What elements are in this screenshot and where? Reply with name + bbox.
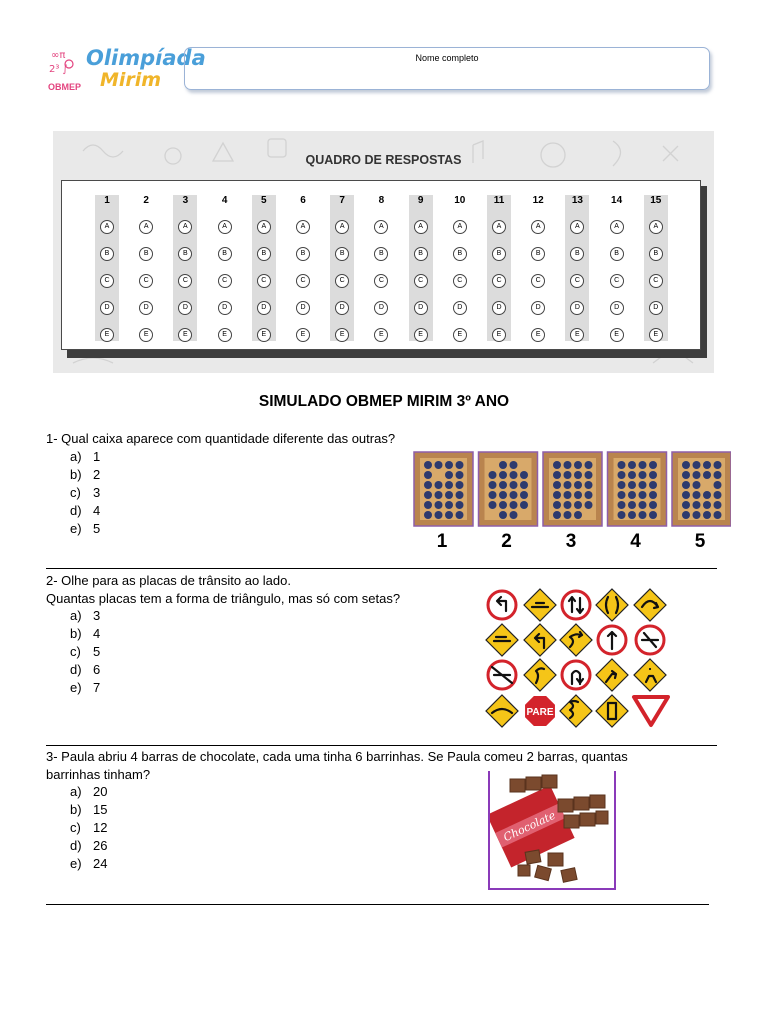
traffic-signs-image (484, 585, 674, 731)
answer-question-number: 9 (417, 195, 424, 206)
option-letter: d) (70, 838, 82, 853)
q1-option-e[interactable] (70, 520, 100, 538)
answer-column-2 (134, 195, 158, 341)
dot-box-5 (672, 452, 731, 552)
answer-bubble-6-d[interactable]: D (296, 301, 310, 315)
answer-bubble-13-d[interactable]: D (570, 301, 584, 315)
answer-bubble-3-e[interactable]: E (178, 328, 192, 342)
option-value: 2 (93, 467, 101, 482)
document-title: SIMULADO OBMEP MIRIM 3º ANO (258, 393, 510, 410)
answer-question-number: 12 (532, 195, 544, 206)
answer-bubble-4-c[interactable]: C (218, 274, 232, 288)
dot-box-3 (543, 452, 602, 552)
question-3-text-line1: 3- Paula abriu 4 barras de chocolate, cada uma tinha 6 barrinhas. Se Paula comeu 2 barras, quantas (46, 749, 628, 764)
answer-question-number: 14 (611, 195, 623, 206)
answer-bubble-5-e[interactable]: E (257, 328, 271, 342)
option-letter: d) (70, 662, 82, 677)
wrapper-text: Chocolate (501, 808, 558, 845)
option-value: 6 (93, 662, 101, 677)
option-letter: e) (70, 521, 82, 536)
option-letter: b) (70, 626, 82, 641)
logo-subtitle: Mirim (100, 69, 162, 91)
answer-bubble-2-a[interactable]: A (139, 220, 153, 234)
answer-bubble-12-b[interactable]: B (531, 247, 545, 261)
answer-bubble-14-c[interactable]: C (610, 274, 624, 288)
option-letter: c) (70, 644, 81, 659)
option-value: 4 (93, 626, 101, 641)
answer-bubble-9-e[interactable]: E (414, 328, 428, 342)
dot-box-4 (608, 452, 667, 552)
answer-bubble-14-d[interactable]: D (610, 301, 624, 315)
answer-bubble-7-d[interactable]: D (335, 301, 349, 315)
traffic-sign-14-icon (596, 659, 628, 691)
answer-column-15 (644, 195, 668, 341)
answer-question-number: 11 (493, 195, 505, 206)
svg-text:1: 1 (436, 531, 448, 552)
olimpiada-mirim-logo (46, 44, 206, 100)
answer-bubble-14-e[interactable]: E (610, 328, 624, 342)
answer-column-1 (95, 195, 119, 341)
answer-bubble-5-a[interactable]: A (257, 220, 271, 234)
panel-title: QUADRO DE RESPOSTAS (305, 153, 462, 167)
answer-bubble-1-d[interactable]: D (100, 301, 114, 315)
answer-bubble-5-b[interactable]: B (257, 247, 271, 261)
answer-bubble-3-c[interactable]: C (178, 274, 192, 288)
option-letter: c) (70, 820, 81, 835)
option-value: 1 (93, 449, 101, 464)
option-letter: a) (70, 784, 82, 799)
answer-column-8 (369, 195, 393, 341)
q3-option-b[interactable] (70, 801, 107, 819)
answer-question-number: 13 (571, 195, 583, 206)
answer-column-9 (409, 195, 433, 341)
option-letter: d) (70, 503, 82, 518)
answer-bubble-10-b[interactable]: B (453, 247, 467, 261)
answer-bubble-7-a[interactable]: A (335, 220, 349, 234)
answer-question-number: 15 (650, 195, 662, 206)
answer-bubble-5-d[interactable]: D (257, 301, 271, 315)
answer-bubble-1-c[interactable]: C (100, 274, 114, 288)
svg-text:2: 2 (501, 531, 512, 552)
chocolate-image (490, 771, 614, 888)
answer-bubble-13-e[interactable]: E (570, 328, 584, 342)
answer-bubble-8-b[interactable]: B (374, 247, 388, 261)
answer-bubble-10-d[interactable]: D (453, 301, 467, 315)
traffic-sign-18-icon (596, 695, 628, 727)
answer-bubble-9-c[interactable]: C (414, 274, 428, 288)
answer-panel (53, 131, 714, 373)
traffic-sign-4-icon (596, 589, 628, 621)
answer-bubble-1-b[interactable]: B (100, 247, 114, 261)
answer-bubble-1-a[interactable]: A (100, 220, 114, 234)
option-letter: b) (70, 802, 82, 817)
traffic-sign-13-icon (562, 661, 590, 689)
answer-question-number: 8 (378, 195, 385, 206)
answer-bubble-15-b[interactable]: B (649, 247, 663, 261)
answer-bubble-13-a[interactable]: A (570, 220, 584, 234)
answer-column-3 (173, 195, 197, 341)
answer-question-number: 1 (104, 195, 110, 206)
option-value: 5 (93, 521, 101, 536)
answer-bubble-2-e[interactable]: E (139, 328, 153, 342)
answer-bubble-11-e[interactable]: E (492, 328, 506, 342)
answer-column-10 (448, 195, 472, 341)
option-value: 3 (93, 608, 101, 623)
logo-title: Olimpíada (86, 46, 206, 70)
question-2-text-line1: 2- Olhe para as placas de trânsito ao lado. (46, 573, 291, 588)
q3-option-c[interactable] (70, 819, 107, 837)
q2-option-e[interactable] (70, 679, 100, 697)
traffic-sign-17-icon (560, 695, 592, 727)
answer-column-12 (526, 195, 550, 341)
option-value: 26 (93, 838, 108, 853)
answer-bubble-8-c[interactable]: C (374, 274, 388, 288)
answer-bubble-11-b[interactable]: B (492, 247, 506, 261)
q1-option-c[interactable] (70, 484, 100, 502)
answer-question-number: 2 (143, 195, 149, 206)
traffic-sign-7-icon (524, 624, 556, 656)
question-2-text-line2: Quantas placas tem a forma de triângulo, mas só com setas? (46, 591, 401, 606)
answer-question-number: 7 (339, 195, 345, 206)
svg-text:2³ ∫: 2³ ∫ (49, 64, 68, 75)
q1-option-b[interactable] (70, 466, 100, 484)
answer-bubble-7-b[interactable]: B (335, 247, 349, 261)
option-value: 3 (93, 485, 101, 500)
answer-bubble-9-d[interactable]: D (414, 301, 428, 315)
stop-sign-text: PARE (526, 707, 554, 718)
traffic-sign-8-icon (560, 624, 592, 656)
option-letter: c) (70, 485, 81, 500)
answer-bubble-10-c[interactable]: C (453, 274, 467, 288)
answer-question-number: 3 (182, 195, 189, 206)
answer-question-number: 4 (221, 195, 228, 206)
traffic-sign-1-icon (488, 591, 516, 619)
option-value: 24 (93, 856, 108, 871)
q2-option-a[interactable] (70, 607, 100, 625)
answer-bubble-15-d[interactable]: D (649, 301, 663, 315)
answer-bubble-12-e[interactable]: E (531, 328, 545, 342)
svg-text:∞π: ∞π (51, 50, 66, 61)
stop-sign-icon (524, 695, 555, 726)
answer-bubble-11-c[interactable]: C (492, 274, 506, 288)
q1-option-a[interactable] (70, 448, 100, 466)
answer-bubble-15-e[interactable]: E (649, 328, 663, 342)
answer-bubble-3-d[interactable]: D (178, 301, 192, 315)
answer-question-number: 10 (454, 195, 466, 206)
answer-bubble-6-e[interactable]: E (296, 328, 310, 342)
q3-option-e[interactable] (70, 855, 107, 873)
option-value: 4 (93, 503, 101, 518)
option-letter: e) (70, 680, 82, 695)
answer-bubble-3-b[interactable]: B (178, 247, 192, 261)
traffic-sign-16-icon (486, 695, 518, 727)
answer-bubble-4-e[interactable]: E (218, 328, 232, 342)
traffic-sign-9-icon (598, 626, 626, 654)
answer-bubble-15-a[interactable]: A (649, 220, 663, 234)
answer-column-13 (565, 195, 589, 341)
svg-text:5: 5 (694, 531, 706, 552)
traffic-sign-6-icon (486, 624, 518, 656)
q1-option-d[interactable] (70, 502, 100, 520)
answer-bubble-9-b[interactable]: B (414, 247, 428, 261)
answer-bubble-12-a[interactable]: A (531, 220, 545, 234)
answer-bubble-6-a[interactable]: A (296, 220, 310, 234)
option-letter: a) (70, 608, 82, 623)
answer-bubble-7-e[interactable]: E (335, 328, 349, 342)
answer-question-number: 5 (261, 195, 267, 206)
answer-column-14 (605, 195, 629, 341)
q3-option-a[interactable] (70, 783, 107, 801)
chocolate-image-frame (488, 771, 616, 890)
traffic-sign-5-icon (634, 589, 666, 621)
q2-option-b[interactable] (70, 625, 100, 643)
answer-bubble-4-a[interactable]: A (218, 220, 232, 234)
separator-line (46, 745, 717, 746)
separator-line (46, 568, 717, 569)
answer-bubble-10-e[interactable]: E (453, 328, 467, 342)
answer-bubble-6-c[interactable]: C (296, 274, 310, 288)
svg-text:4: 4 (630, 531, 641, 552)
svg-text:3: 3 (565, 531, 577, 552)
answer-column-7 (330, 195, 354, 341)
answer-bubble-11-a[interactable]: A (492, 220, 506, 234)
answer-column-5 (252, 195, 276, 341)
answer-bubble-4-d[interactable]: D (218, 301, 232, 315)
dot-box-1 (414, 452, 473, 552)
answer-bubble-8-e[interactable]: E (374, 328, 388, 342)
answer-bubble-1-e[interactable]: E (100, 328, 114, 342)
answer-bubble-2-d[interactable]: D (139, 301, 153, 315)
name-field[interactable] (184, 47, 710, 90)
option-value: 15 (93, 802, 108, 817)
option-letter: e) (70, 856, 82, 871)
option-value: 5 (93, 644, 101, 659)
option-value: 12 (93, 820, 108, 835)
traffic-sign-15-icon (634, 659, 666, 691)
answer-bubble-14-b[interactable]: B (610, 247, 624, 261)
answer-bubble-5-c[interactable]: C (257, 274, 271, 288)
answer-bubble-10-a[interactable]: A (453, 220, 467, 234)
answer-bubble-12-c[interactable]: C (531, 274, 545, 288)
answer-bubble-14-a[interactable]: A (610, 220, 624, 234)
answer-bubble-7-c[interactable]: C (335, 274, 349, 288)
logo-obmep: OBMEP (48, 82, 82, 92)
answer-bubble-13-b[interactable]: B (570, 247, 584, 261)
option-letter: a) (70, 449, 82, 464)
traffic-sign-12-icon (524, 659, 556, 691)
q2-option-c[interactable] (70, 643, 100, 661)
answer-bubble-11-d[interactable]: D (492, 301, 506, 315)
answer-bubble-8-d[interactable]: D (374, 301, 388, 315)
answer-bubble-9-a[interactable]: A (414, 220, 428, 234)
answer-question-number: 6 (300, 195, 306, 206)
question-3-text-line2: barrinhas tinham? (46, 767, 151, 782)
answer-bubble-12-d[interactable]: D (531, 301, 545, 315)
answer-bubble-3-a[interactable]: A (178, 220, 192, 234)
answer-bubble-13-c[interactable]: C (570, 274, 584, 288)
answer-bubble-4-b[interactable]: B (218, 247, 232, 261)
question-1-text: 1- Qual caixa aparece com quantidade diferente das outras? (46, 431, 396, 446)
traffic-sign-10-icon (636, 626, 664, 654)
separator-line (46, 904, 709, 905)
option-value: 20 (93, 784, 108, 799)
traffic-sign-11-icon (488, 661, 516, 689)
answer-column-6 (291, 195, 315, 341)
answer-bubble-2-c[interactable]: C (139, 274, 153, 288)
traffic-sign-2-icon (524, 589, 556, 621)
dot-box-2 (479, 452, 538, 552)
answer-column-4 (213, 195, 237, 341)
logo-mark-icon (49, 46, 83, 80)
answer-column-11 (487, 195, 511, 341)
q2-option-d[interactable] (70, 661, 100, 679)
dot-boxes-image (411, 450, 731, 554)
name-label: Nome completo (415, 53, 479, 63)
option-letter: b) (70, 467, 82, 482)
answer-bubble-8-a[interactable]: A (374, 220, 388, 234)
answer-bubble-15-c[interactable]: C (649, 274, 663, 288)
yield-sign-icon (634, 697, 668, 725)
answer-bubble-6-b[interactable]: B (296, 247, 310, 261)
traffic-sign-3-icon (562, 591, 590, 619)
answer-bubble-2-b[interactable]: B (139, 247, 153, 261)
answer-sheet (61, 180, 701, 350)
q3-option-d[interactable] (70, 837, 107, 855)
option-value: 7 (93, 680, 101, 695)
